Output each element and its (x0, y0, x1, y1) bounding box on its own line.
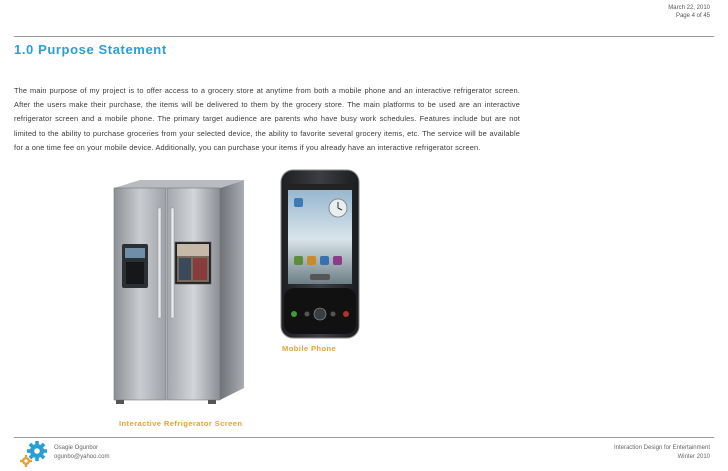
course-term: Winter 2010 (677, 454, 710, 460)
fridge-caption: Interactive Refrigerator Screen (119, 419, 243, 428)
author-email: ogunbo@yahoo.com (54, 454, 110, 460)
header-meta (668, 4, 710, 20)
author-name: Osagie Ogunbor (54, 445, 99, 451)
header-date: March 22, 2010 (668, 5, 710, 11)
section-title: 1.0 Purpose Statement (14, 42, 167, 57)
footer-course-info (614, 444, 710, 462)
purpose-paragraph: The main purpose of my project is to offer access to a grocery store at anytime from both a mobile phone and an interactive refrigerator screen. After the users make their purchase, the items will be delivered to them by the grocery store. The main platforms to be used are an interactive refrigerator screen and a mobile phone. The primary target audience are parents who have busy work schedules. Features include but are not limited to the ability to purchase groceries from your selected device, the ability to favorite several grocery items, etc. The service will be available for a one time fee on your mobile device. Additionally, you can purchase your items if you already have an interactive refrigerator screen. (14, 86, 520, 152)
header-page-number: Page 4 of 45 (675, 13, 710, 19)
footer-divider (14, 437, 714, 438)
course-name: Interaction Design for Entertainment (613, 445, 710, 451)
phone-caption: Mobile Phone (282, 344, 337, 353)
refrigerator-image (112, 178, 246, 410)
header-divider (14, 36, 714, 37)
footer-author-info (54, 444, 109, 462)
gear-icon (18, 440, 48, 468)
mobile-phone-image (280, 168, 360, 340)
